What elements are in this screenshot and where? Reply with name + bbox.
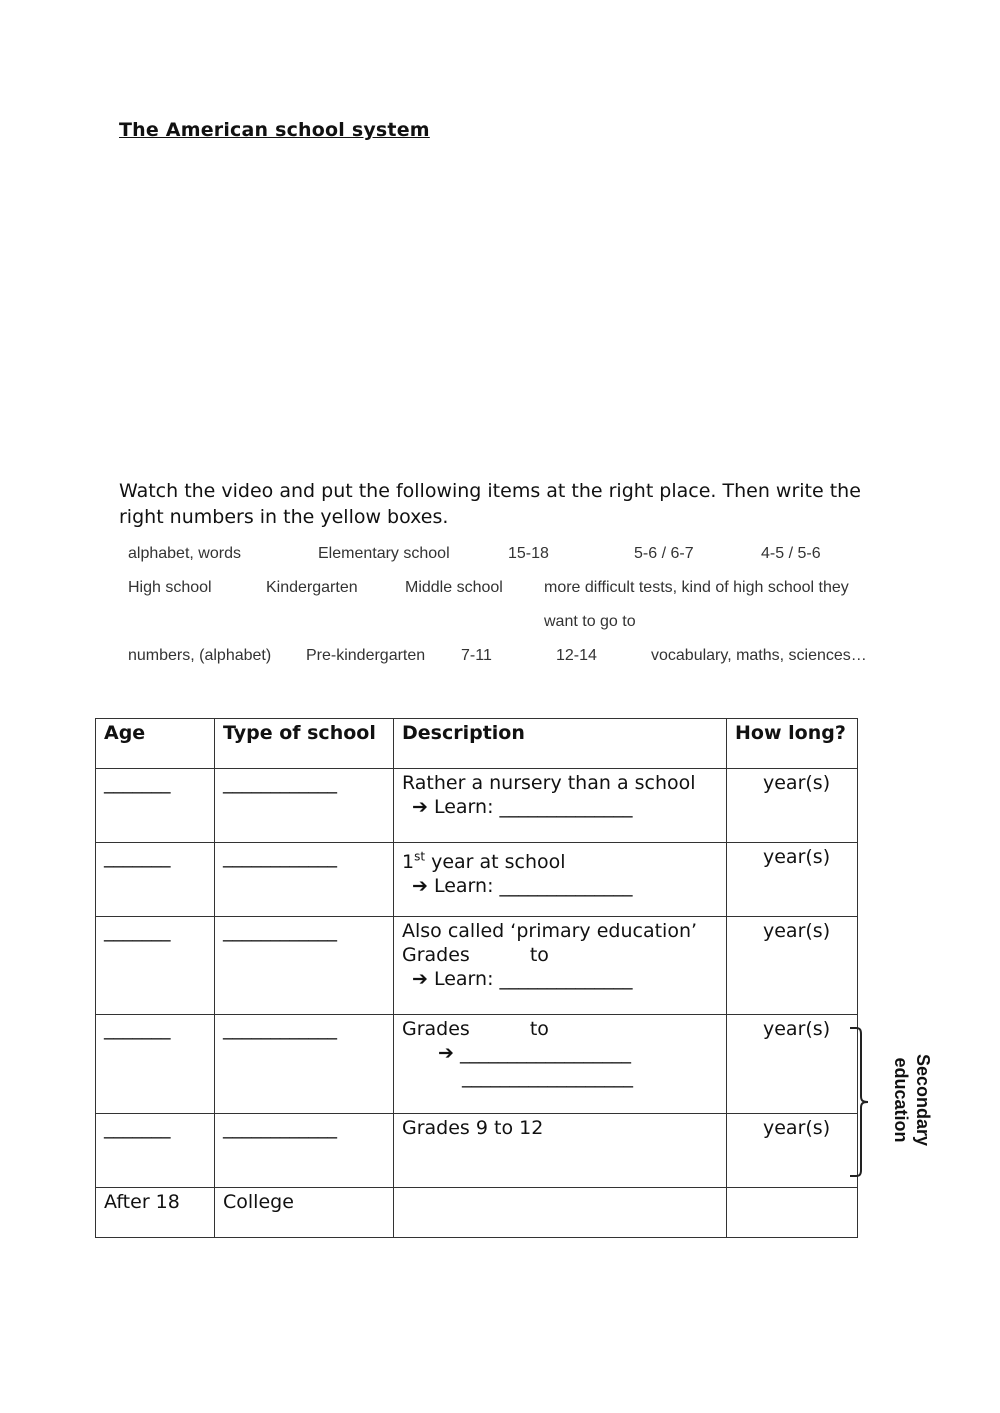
answer-blank[interactable]: __________________ [462,1066,633,1088]
years-label: year(s) [763,772,831,794]
answer-blank[interactable]: ➔ __________________ [438,1042,631,1064]
word-bank-item: Elementary school [318,545,450,562]
table-header-row [96,719,858,769]
how-long-cell [727,1114,858,1188]
page-title: The American school system [119,119,430,141]
years-label: year(s) [763,1018,831,1040]
grades-text: Grades to [402,944,549,966]
type-blank[interactable]: ____________ [215,1015,394,1114]
word-bank-item: 12-14 [556,647,597,664]
type-blank[interactable]: ____________ [215,917,394,1015]
description-text: 1st year at school [402,850,566,874]
table-row [96,1015,858,1114]
description-cell [394,1188,727,1238]
description-text: Grades 9 to 12 [402,1117,544,1139]
learn-blank[interactable]: ➔ Learn: ______________ [412,968,633,990]
description-cell [394,917,727,1015]
type-cell: College [215,1188,394,1238]
description-cell [394,769,727,843]
school-system-table [95,718,858,1238]
age-blank[interactable]: _______ [96,843,215,917]
header-description: Description [394,719,727,769]
description-text: Also called ‘primary education’ [402,920,698,942]
years-label: year(s) [763,920,831,942]
grades-text: Grades to [402,1018,549,1040]
how-long-cell [727,1188,858,1238]
age-blank[interactable]: _______ [96,769,215,843]
table-row [96,843,858,917]
description-cell [394,843,727,917]
how-long-cell [727,917,858,1015]
word-bank-item: Pre-kindergarten [306,647,426,664]
word-bank-item: 5-6 / 6-7 [634,545,694,562]
learn-blank[interactable]: ➔ Learn: ______________ [412,796,633,818]
instructions: Watch the video and put the following items at the right place. Then write the right numbers in the yellow boxes. [119,480,861,528]
word-bank-item: High school [128,579,212,596]
learn-blank[interactable]: ➔ Learn: ______________ [412,875,633,898]
table-row [96,769,858,843]
word-bank-item: alphabet, words [128,545,241,562]
header-how-long: How long? [727,719,858,769]
type-blank[interactable]: ____________ [215,1114,394,1188]
type-blank[interactable]: ____________ [215,769,394,843]
word-bank-item: 15-18 [508,545,549,562]
table-row [96,1188,858,1238]
word-bank-item: 4-5 / 5-6 [761,545,821,562]
age-blank[interactable]: _______ [96,1114,215,1188]
word-bank-item: vocabulary, maths, sciences… [651,647,867,664]
age-cell: After 18 [96,1188,215,1238]
description-text: Rather a nursery than a school [402,772,696,794]
right-brace-icon [848,1026,872,1178]
years-label: year(s) [763,846,831,868]
how-long-cell [727,769,858,843]
years-label: year(s) [763,1117,831,1139]
how-long-cell [727,1015,858,1114]
word-bank-item: 7-11 [461,647,492,664]
header-age: Age [96,719,215,769]
table-row [96,1114,858,1188]
word-bank-item: Kindergarten [266,579,358,596]
type-blank[interactable]: ____________ [215,843,394,917]
header-type: Type of school [215,719,394,769]
description-cell [394,1114,727,1188]
description-cell [394,1015,727,1114]
age-blank[interactable]: _______ [96,917,215,1015]
word-bank-item: want to go to [544,613,636,630]
word-bank-item: more difficult tests, kind of high school they [544,579,849,596]
how-long-cell [727,843,858,917]
word-bank-item: numbers, (alphabet) [128,647,272,664]
word-bank-item: Middle school [405,579,503,596]
secondary-education-label: Secondary education [891,1053,933,1147]
age-blank[interactable]: _______ [96,1015,215,1114]
table-row [96,917,858,1015]
